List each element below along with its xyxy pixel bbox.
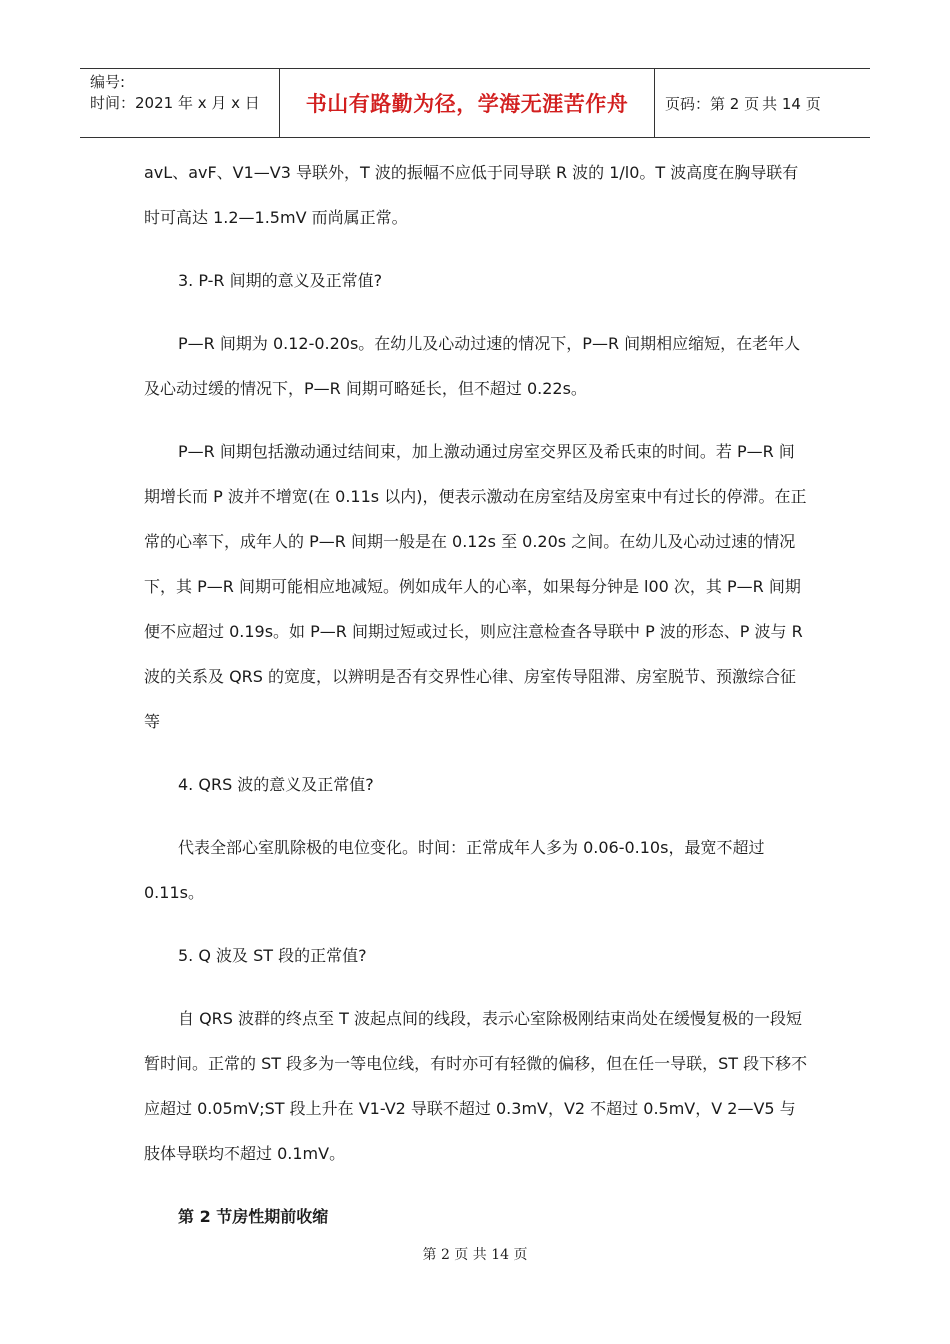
header-page-number: 页码：第 2 页 [665,94,760,113]
section-heading: 第 2 节房性期前收缩 [178,1207,329,1226]
document-body [144,150,810,1239]
paragraph-pr-detail: P—R 间期包括激动通过结间束，加上激动通过房室交界区及希氏束的时间。若 P—R 间期增长而 P 波并不增宽(在 0.11s 以内)，便表示激动在房室结及房室束中有过长的停滞。在正常的心率下，成年人的 P—R 间期一般是在 0.12s 至 0.20s 之间。在幼儿及心动过速的情况下，其 P—R 间期可能相应地减短。例如成年人的心率，如果每分钟是 l00 次，其 P—R 间期便不应超过 0.19s。如 P—R 间期过短或过长，则应注意检查各导联中 P 波的形态、P 波与 R 波的关系及 QRS 的宽度，以辨明是否有交界性心律、房室传导阻滞、房室脱节、预激综合征等 [144,442,807,731]
document-date: 时间：2021 年 x 月 x 日 [90,94,260,112]
paragraph-t-wave: avL、avF、V1—V3 导联外，T 波的振幅不应低于同导联 R 波的 1/l0。T 波高度在胸导联有时可高达 1.2—1.5mV 而尚属正常。 [144,163,799,227]
page-footer: 第 2 页 共 14 页 [422,1247,528,1263]
header-motto: 书山有路勤为径，学海无涯苦作舟 [280,69,655,137]
header-page-total: 共 14 页 [762,94,821,113]
paragraph-qrs: 代表全部心室肌除极的电位变化。时间：正常成年人多为 0.06-0.10s，最宽不超过 0.11s。 [144,838,765,902]
document-number-label: 编号: [90,73,126,91]
question-q-st: 5. Q 波及 ST 段的正常值? [178,946,367,965]
paragraph-st: 自 QRS 波群的终点至 T 波起点间的线段，表示心室除极刚结束尚处在缓慢复极的一段短暂时间。正常的 ST 段多为一等电位线，有时亦可有轻微的偏移，但在任一导联，ST 段下移不应超过 0.05mV;ST 段上升在 V1-V2 导联不超过 0.3mV，V2 不超过 0.5mV，V 2—V5 与肢体导联均不超过 0.1mV。 [144,1009,808,1163]
page-header [80,68,870,138]
header-meta [80,69,280,137]
question-qrs: 4. QRS 波的意义及正常值? [178,775,374,794]
header-page-info [655,69,870,137]
question-pr-interval: 3. P-R 间期的意义及正常值? [178,271,383,290]
paragraph-pr-normal: P—R 间期为 0.12-0.20s。在幼儿及心动过速的情况下，P—R 间期相应缩短，在老年人及心动过缓的情况下，P—R 间期可略延长，但不超过 0.22s。 [144,334,801,398]
